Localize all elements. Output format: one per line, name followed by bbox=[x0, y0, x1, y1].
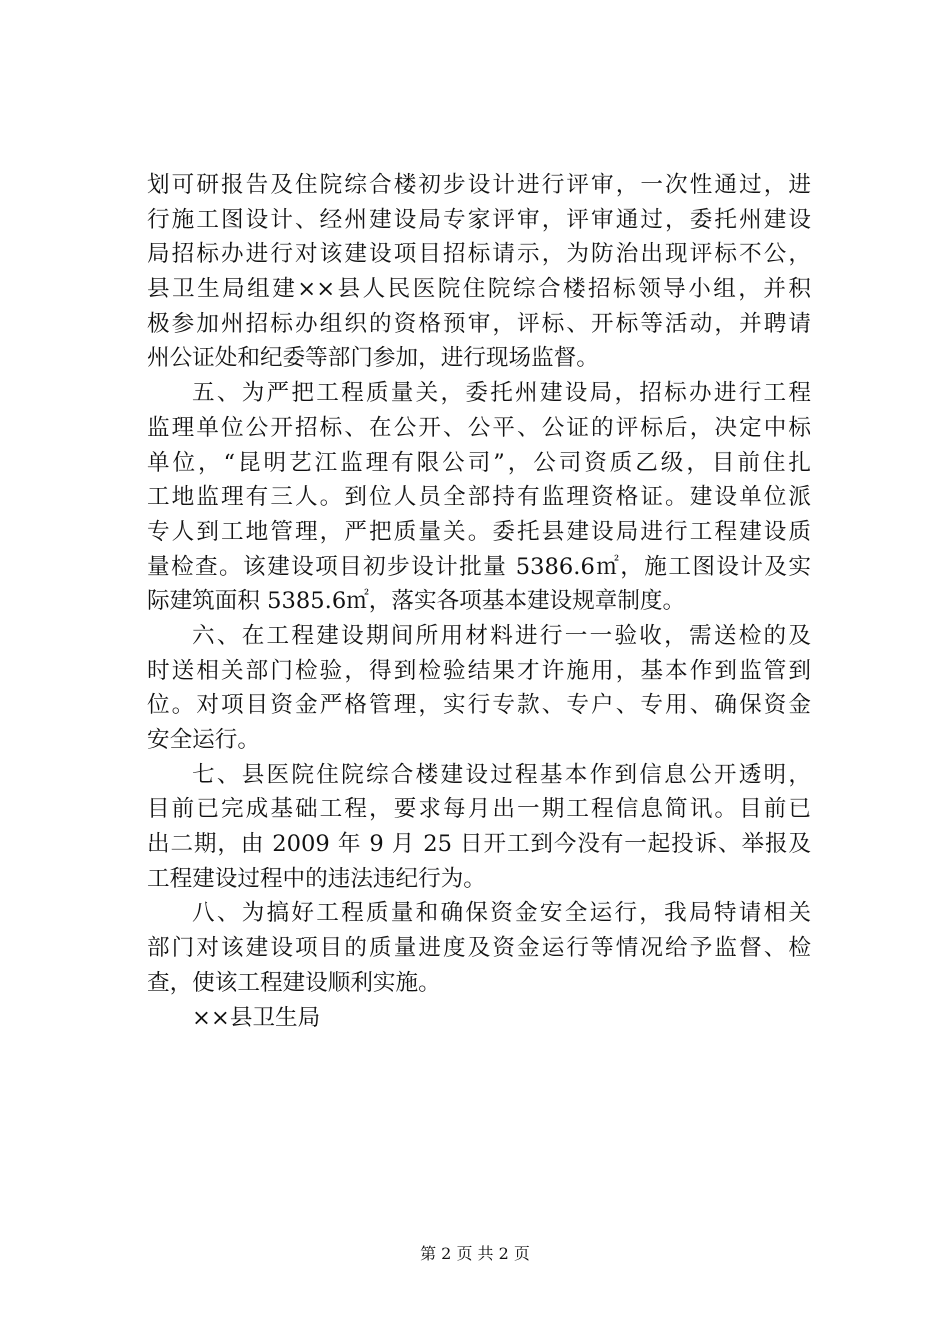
paragraph-eight-start: 八、为搞好工程质量和确保资金安全运行，我局特请相关 bbox=[192, 900, 811, 927]
body-line: 出二期，由 2009 年 9 月 25 日开工到今没有一起投诉、举报及 bbox=[147, 831, 811, 858]
body-line: 极参加州招标办组织的资格预审，评标、开标等活动，并聘请 bbox=[147, 310, 811, 337]
body-line: 位。对项目资金严格管理，实行专款、专户、专用、确保资金 bbox=[147, 692, 811, 719]
body-line: 际建筑面积 5385.6㎡，落实各项基本建设规章制度。 bbox=[147, 588, 686, 615]
body-line: 时送相关部门检验，得到检验结果才许施用，基本作到监管到 bbox=[147, 657, 811, 684]
body-line: 查，使该工程建设顺利实施。 bbox=[147, 969, 441, 996]
body-line: 划可研报告及住院综合楼初步设计进行评审，一次性通过，进 bbox=[147, 172, 811, 198]
body-line: 工地监理有三人。到位人员全部持有监理资格证。建设单位派 bbox=[147, 484, 811, 511]
body-line: 州公证处和纪委等部门参加，进行现场监督。 bbox=[147, 345, 599, 372]
body-line: 监理单位公开招标、在公开、公平、公证的评标后，决定中标 bbox=[147, 414, 811, 441]
body-line: 局招标办进行对该建设项目招标请示，为防治出现评标不公， bbox=[147, 241, 811, 268]
body-line: 工程建设过程中的违法违纪行为。 bbox=[147, 865, 486, 892]
page-footer bbox=[0, 1243, 950, 1265]
paragraph-five-start: 五、为严把工程质量关，委托州建设局，招标办进行工程 bbox=[192, 380, 811, 407]
page-number: 第 2 页 共 2 页 bbox=[420, 1244, 530, 1263]
body-line: 专人到工地管理，严把质量关。委托县建设局进行工程建设质 bbox=[147, 518, 811, 545]
body-line: 目前已完成基础工程，要求每月出一期工程信息简讯。目前已 bbox=[147, 796, 811, 823]
body-line: 单位，“昆明艺江监理有限公司”，公司资质乙级，目前住扎 bbox=[147, 449, 811, 476]
paragraph-six-start: 六、在工程建设期间所用材料进行一一验收，需送检的及 bbox=[192, 622, 811, 649]
body-line: 量检查。该建设项目初步设计批量 5386.6㎡，施工图设计及实 bbox=[147, 553, 811, 580]
body-line: 部门对该建设项目的质量进度及资金运行等情况给予监督、检 bbox=[147, 935, 811, 962]
signature-line: ××县卫生局 bbox=[192, 1004, 321, 1031]
body-line: 行施工图设计、经州建设局专家评审，评审通过，委托州建设 bbox=[147, 206, 811, 233]
paragraph-seven-start: 七、县医院住院综合楼建设过程基本作到信息公开透明， bbox=[192, 761, 811, 788]
body-line: 县卫生局组建××县人民医院住院综合楼招标领导小组，并积 bbox=[147, 276, 811, 303]
document-body bbox=[147, 168, 811, 1035]
body-line: 安全运行。 bbox=[147, 727, 260, 753]
